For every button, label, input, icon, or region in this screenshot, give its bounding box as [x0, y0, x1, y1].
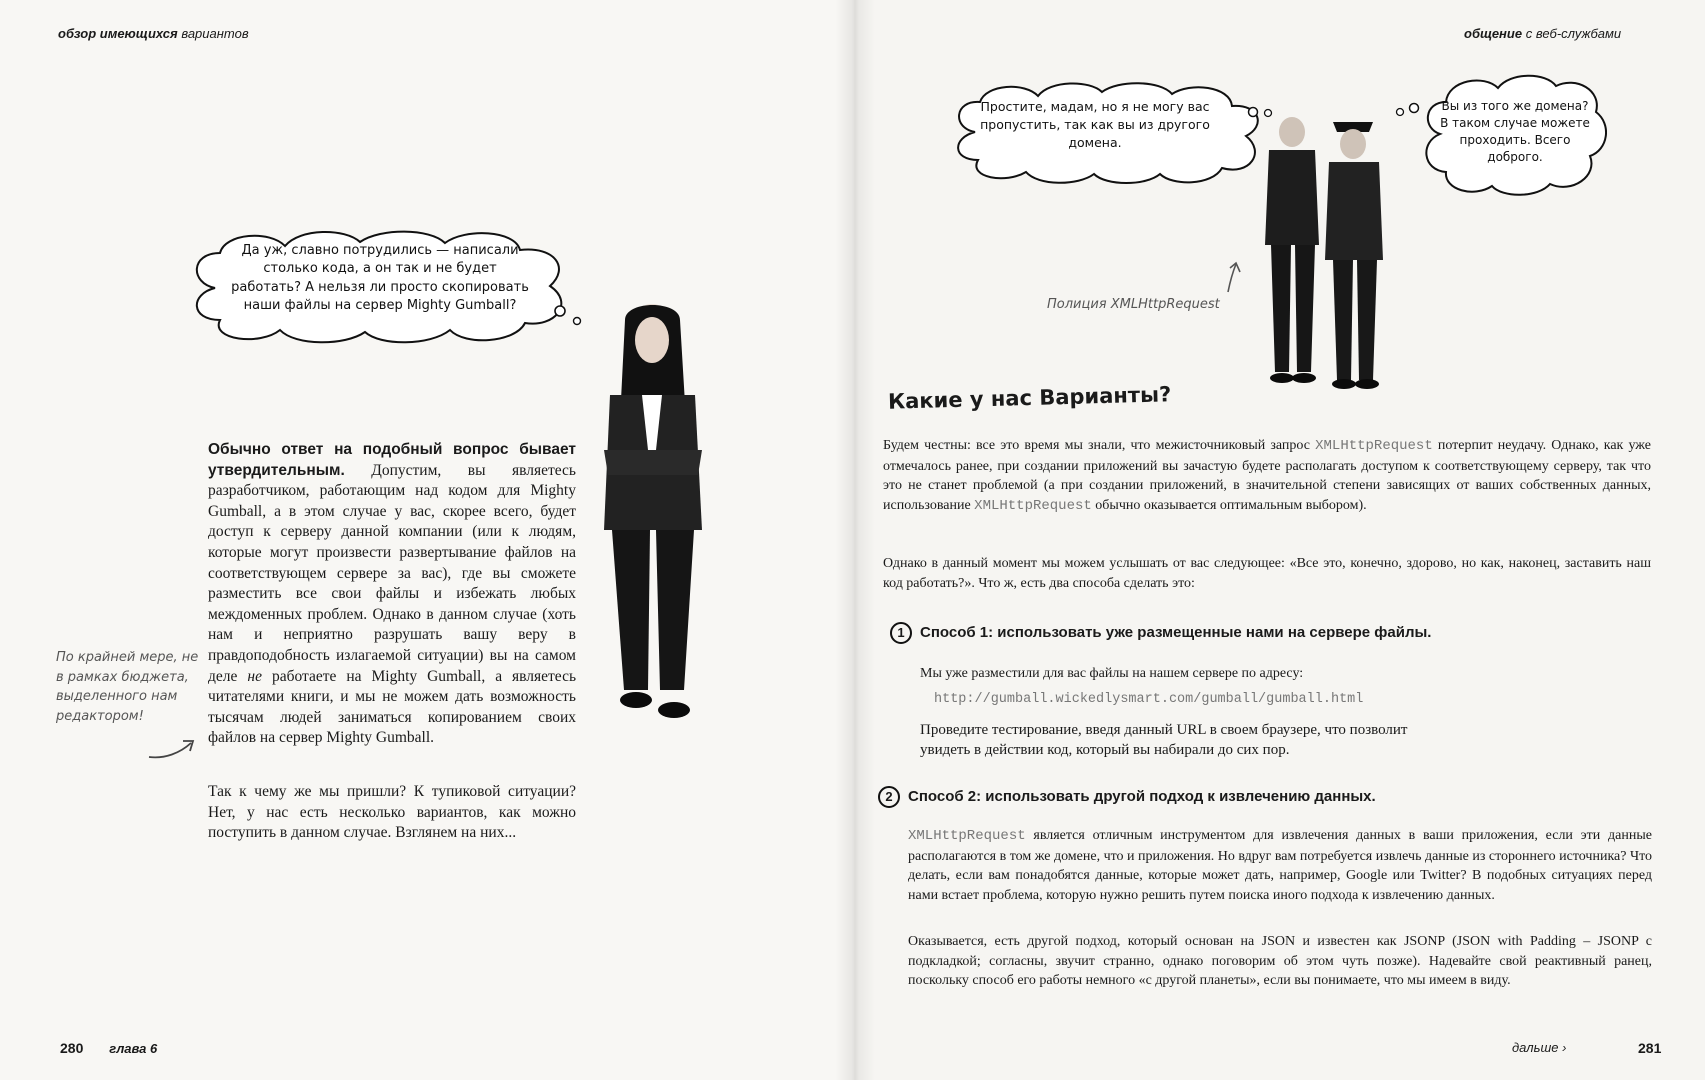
body-text-conclusion: Так к чему же мы пришли? К тупиковой ситуации? Нет, у нас есть несколько вариантов, как можно поступить в данном случае. Взглянем на них... [208, 783, 576, 842]
para1-text-a: Будем честны: все это время мы знали, что межисточниковый запрос [883, 438, 1310, 453]
police-label-arrow-icon [1222, 260, 1246, 296]
police-officers-image [1247, 110, 1407, 390]
way-2-text [908, 826, 1652, 905]
main-body-text [208, 440, 576, 749]
header-light-right: с веб-службами [1525, 26, 1622, 41]
left-page [0, 0, 852, 1080]
body-text-emphasis: не [247, 667, 262, 685]
police-label: Полиция XMLHttpRequest [1047, 297, 1220, 312]
next-label: дальше [1512, 1040, 1559, 1055]
body-text-1: Допустим, вы являетесь разработчиком, работающим над кодом для Mighty Gumball, а в этом случае у вас, скорее всего, будет доступ к серверу данной компании (или к людям, которые могут произвести развертывание файлов на соответствующем сервере за вас), где вы сможете разместить все свои файлы и избежать любых междоменных проблем. Однако в данном случае (хоть нам и неприятно разрушать вашу веру в правдоподобность излагаемой ситуации) вы на самом деле [208, 461, 576, 685]
body-text-2: работаете на Mighty Gumball, а являетесь читателями книги, и мы не можем дать возможность тысячам людей заниматься копированием своих файлов на сервер Mighty Gumball. [208, 667, 577, 747]
way-2-heading [878, 786, 1376, 808]
way-1-url: http://gumball.wickedlysmart.com/gumball/gumball.html [934, 692, 1364, 707]
woman-figure-image [590, 300, 720, 780]
bubble-text-officer-left: Простите, мадам, но я не могу вас пропустить, так как вы из другого домена. [980, 99, 1210, 150]
way-1-title: Способ 1: использовать уже размещенные нами на сервере файлы. [920, 623, 1432, 641]
way-2-title: Способ 2: использовать другой подход к извлечению данных. [908, 787, 1376, 805]
paragraph-1 [883, 436, 1651, 516]
page-number-right: 281 [1638, 1040, 1662, 1056]
thought-bubble-woman [185, 228, 595, 348]
section-title: Какие у нас Варианты? [887, 382, 1172, 414]
page-number-left: 280 [60, 1040, 84, 1056]
margin-arrow-icon [145, 735, 200, 765]
footer-left [60, 1040, 157, 1056]
chapter-label: глава 6 [109, 1041, 158, 1056]
next-arrow-icon: › [1562, 1040, 1567, 1055]
officer-left-figure [1265, 117, 1319, 383]
way-1-text: Мы уже разместили для вас файлы на нашем сервере по адресу: [920, 666, 1304, 681]
para1-text-c: обычно оказывается оптимальным выбором). [1095, 497, 1367, 513]
body-lead: Обычно ответ на подобный вопрос бывает утвердительным. [208, 441, 576, 479]
way-1-number: 1 [890, 622, 912, 644]
way-2-text-2: Оказывается, есть другой подход, который основан на JSON и известен как JSONP (JSON with Padding – JSONP с подкладкой; согласны, звучит странно, однако поговорим об этом чуть позже). Надевайте свой реактивный ранец, поскольку способ его работы немного «с другой планеты», если вы понимаете, что мы имеем в виду. [908, 934, 1652, 988]
next-link[interactable] [1512, 1040, 1566, 1055]
bubble-text-woman: Да уж, славно потрудились — написали столько кода, а он так и не будет работать? А нельзя ли просто скопировать наши файлы на сервер Mighty Gumball? [231, 243, 529, 314]
margin-note: По крайней мере, не в рамках бюджета, выделенного нам редактором! [56, 650, 199, 724]
officer-right-figure [1325, 122, 1383, 389]
running-header-left [58, 26, 249, 41]
way-2-code: XMLHttpRequest [908, 828, 1026, 844]
way-2-body: является отличным инструментом для извлечения данных в ваши приложения, если эти данные располагаются в том же домене, что и приложения. Но вдруг вам потребуется извлечь данные из стороннего источника? Что делать, если вам понадобятся данные, которые может дать, например, Google или Twitter? В подобных ситуациях перед нами встает проблема, которую нужно решить путем поиска иного подхода к извлечению данных. [908, 828, 1653, 903]
running-header-right [1464, 26, 1621, 41]
thought-bubble-officer-right [1422, 72, 1607, 200]
way-1-heading [890, 622, 1431, 644]
right-page [852, 0, 1705, 1080]
para1-code: XMLHttpRequest [1315, 438, 1433, 454]
thought-bubble-officer-left [950, 80, 1280, 188]
para1-code2: XMLHttpRequest [974, 497, 1092, 514]
book-gutter [835, 0, 875, 1080]
para1-text-b: потерпит неудачу. Однако, как уже отмечалось ранее, при создании приложений вы зачастую будете располагать доступом к соответствующему серверу, так что это не станет проблемой (а при создании приложений, в значительной степени зависящих от ваших собственных данных, использование [883, 438, 1652, 513]
header-bold-right: общение [1464, 26, 1523, 41]
bubble-text-officer-right: Вы из того же домена? В таком случае можете проходить. Всего доброго. [1440, 99, 1590, 165]
header-bold: обзор имеющихся [58, 26, 178, 41]
way-2-number: 2 [878, 786, 900, 808]
header-light: вариантов [181, 26, 249, 41]
paragraph-2: Однако в данный момент мы можем услышать от вас следующее: «Все это, конечно, здорово, но как, наконец, заставить наш код работать?». Что ж, есть два способа сделать это: [883, 556, 1651, 591]
way-1-text-2: Проведите тестирование, введя данный URL в своем браузере, что позволит увидеть в действии код, который вы набирали до сих пор. [920, 722, 1408, 758]
